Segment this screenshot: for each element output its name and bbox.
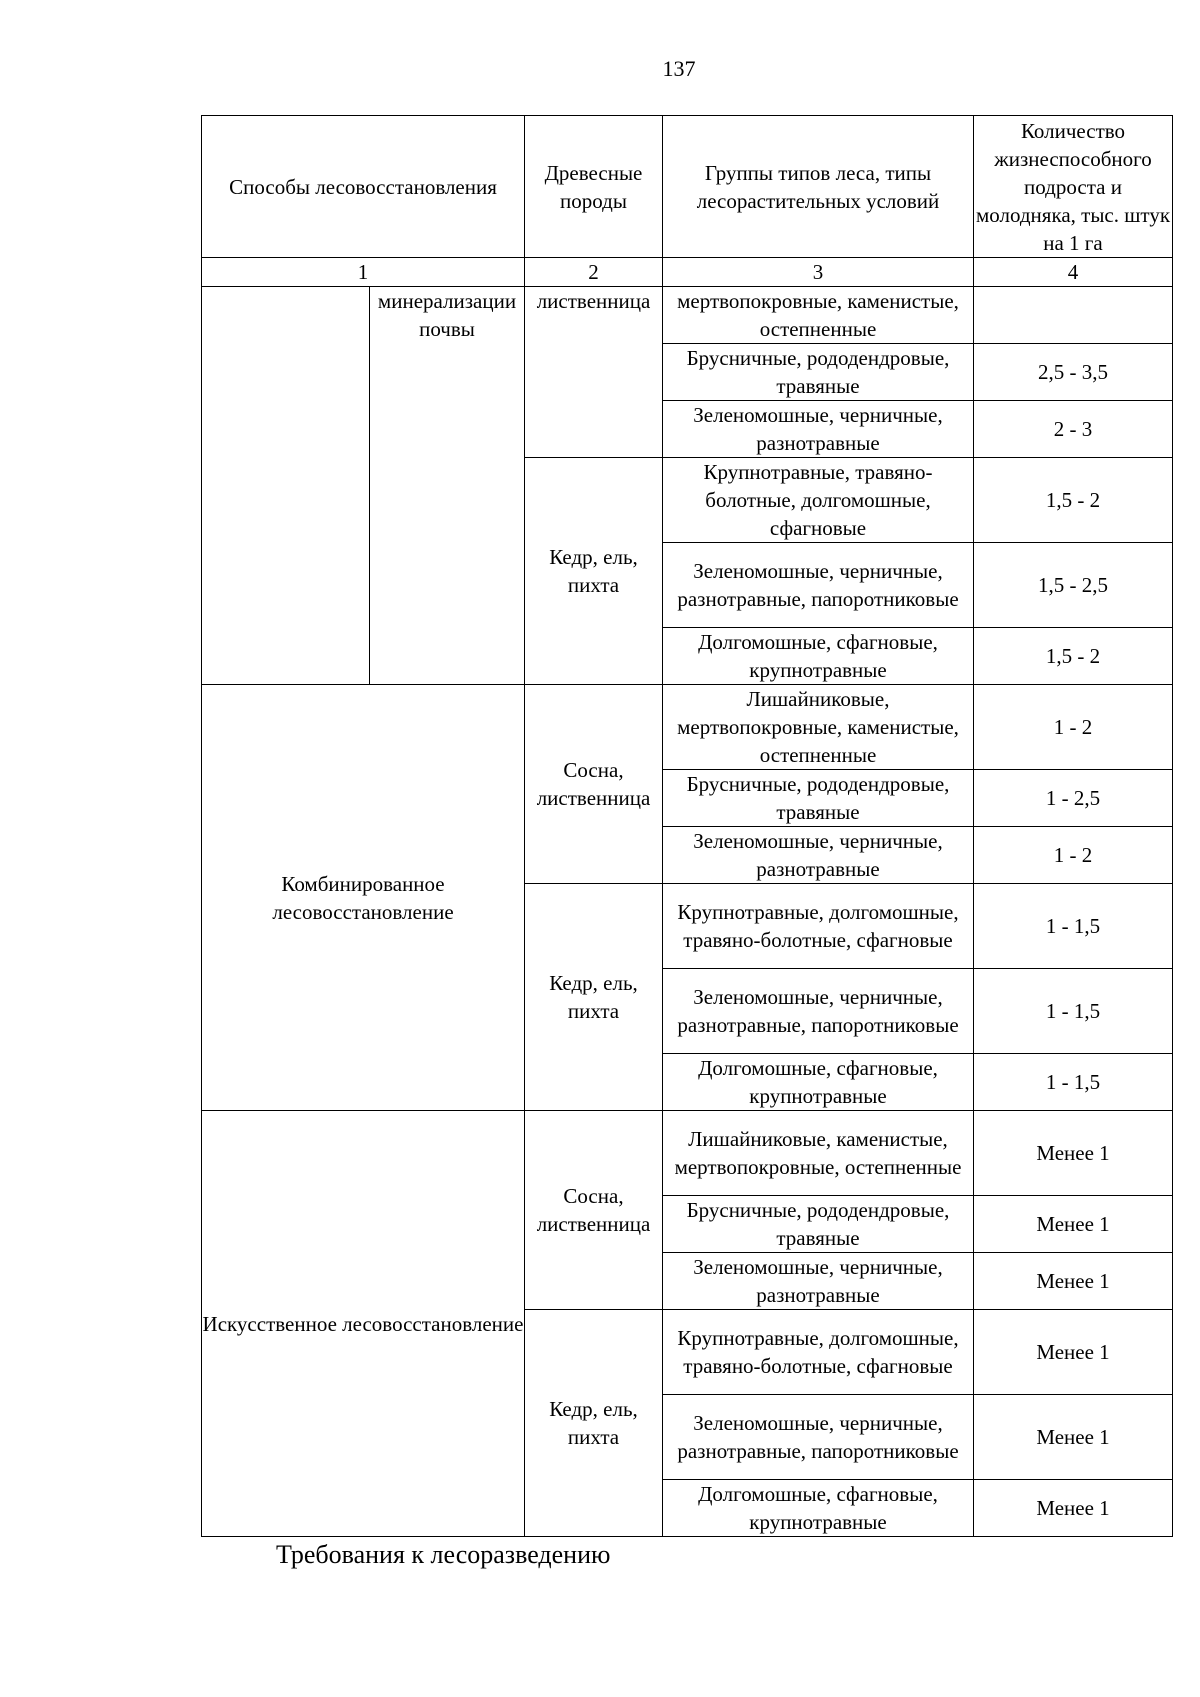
page-number: 137 (662, 56, 696, 81)
column-number: 2 (525, 258, 663, 287)
forest-group-cell: Зеленомошные, черничные, разнотравные (663, 1253, 974, 1310)
forest-group-cell: Долгомошные, сфагновые, крупнотравные (663, 1480, 974, 1537)
forest-group-cell: Зеленомошные, черничные, разнотравные (663, 827, 974, 884)
quantity-cell: Менее 1 (974, 1310, 1173, 1395)
species-cell: Кедр, ель, пихта (525, 458, 663, 685)
forest-group-cell: Лишайниковые, мертвопокровные, каменистые, остепненные (663, 685, 974, 770)
forest-group-cell: Зеленомошные, черничные, разнотравные, папоротниковые (663, 1395, 974, 1480)
column-number: 3 (663, 258, 974, 287)
quantity-cell: 1 - 2 (974, 685, 1173, 770)
forest-group-cell: Зеленомошные, черничные, разнотравные, папоротниковые (663, 543, 974, 628)
quantity-cell: 2 - 3 (974, 401, 1173, 458)
quantity-cell: Менее 1 (974, 1395, 1173, 1480)
quantity-cell: 1 - 1,5 (974, 884, 1173, 969)
method-cell: Искусственное лесовосстановление (202, 1111, 525, 1537)
forest-restoration-table (201, 115, 1173, 1537)
quantity-cell (974, 287, 1173, 344)
forest-group-cell: Крупнотравные, долгомошные, травяно-болотные, сфагновые (663, 1310, 974, 1395)
method-cell: Комбинированное лесовосстановление (202, 685, 525, 1111)
forest-group-cell: Брусничные, рододендровые, травяные (663, 1196, 974, 1253)
quantity-cell: Менее 1 (974, 1480, 1173, 1537)
quantity-cell: Менее 1 (974, 1196, 1173, 1253)
forest-group-cell: Зеленомошные, черничные, разнотравные (663, 401, 974, 458)
species-cell: Кедр, ель, пихта (525, 1310, 663, 1537)
forest-group-cell: Крупнотравные, травяно-болотные, долгомошные, сфагновые (663, 458, 974, 543)
method-cell-empty (202, 287, 370, 685)
header-forest-groups: Группы типов леса, типы лесорастительных условий (663, 116, 974, 258)
species-cell: лиственница (525, 287, 663, 458)
quantity-cell: 1 - 2,5 (974, 770, 1173, 827)
quantity-cell: 2,5 - 3,5 (974, 344, 1173, 401)
quantity-cell: 1 - 2 (974, 827, 1173, 884)
forest-group-cell: Крупнотравные, долгомошные, травяно-болотные, сфагновые (663, 884, 974, 969)
forest-group-cell: Зеленомошные, черничные, разнотравные, папоротниковые (663, 969, 974, 1054)
header-method: Способы лесовосстановления (202, 116, 525, 258)
forest-group-cell: мертвопокровные, каменистые, остепненные (663, 287, 974, 344)
table-row (202, 1111, 1173, 1196)
quantity-cell: 1,5 - 2 (974, 458, 1173, 543)
forest-group-cell: Долгомошные, сфагновые, крупнотравные (663, 1054, 974, 1111)
forest-group-cell: Долгомошные, сфагновые, крупнотравные (663, 628, 974, 685)
forest-group-cell: Брусничные, рододендровые, травяные (663, 770, 974, 827)
column-number: 1 (202, 258, 525, 287)
header-row (202, 116, 1173, 258)
quantity-cell: Менее 1 (974, 1111, 1173, 1196)
species-cell: Сосна, лиственница (525, 1111, 663, 1310)
quantity-cell: 1 - 1,5 (974, 1054, 1173, 1111)
quantity-cell: 1,5 - 2 (974, 628, 1173, 685)
forest-group-cell: Брусничные, рододендровые, травяные (663, 344, 974, 401)
quantity-cell: Менее 1 (974, 1253, 1173, 1310)
section-heading: Требования к лесоразведению (276, 1540, 611, 1569)
species-cell: Кедр, ель, пихта (525, 884, 663, 1111)
forest-group-cell: Лишайниковые, каменистые, мертвопокровные, остепненные (663, 1111, 974, 1196)
column-number: 4 (974, 258, 1173, 287)
header-quantity: Количество жизнеспособного подроста и молодняка, тыс. штук на 1 га (974, 116, 1173, 258)
header-species: Древесные породы (525, 116, 663, 258)
table-row (202, 685, 1173, 770)
species-cell: Сосна, лиственница (525, 685, 663, 884)
column-numbers-row (202, 258, 1173, 287)
table-row (202, 287, 1173, 344)
quantity-cell: 1 - 1,5 (974, 969, 1173, 1054)
quantity-cell: 1,5 - 2,5 (974, 543, 1173, 628)
subnote-cell: минерализации почвы (370, 287, 525, 685)
